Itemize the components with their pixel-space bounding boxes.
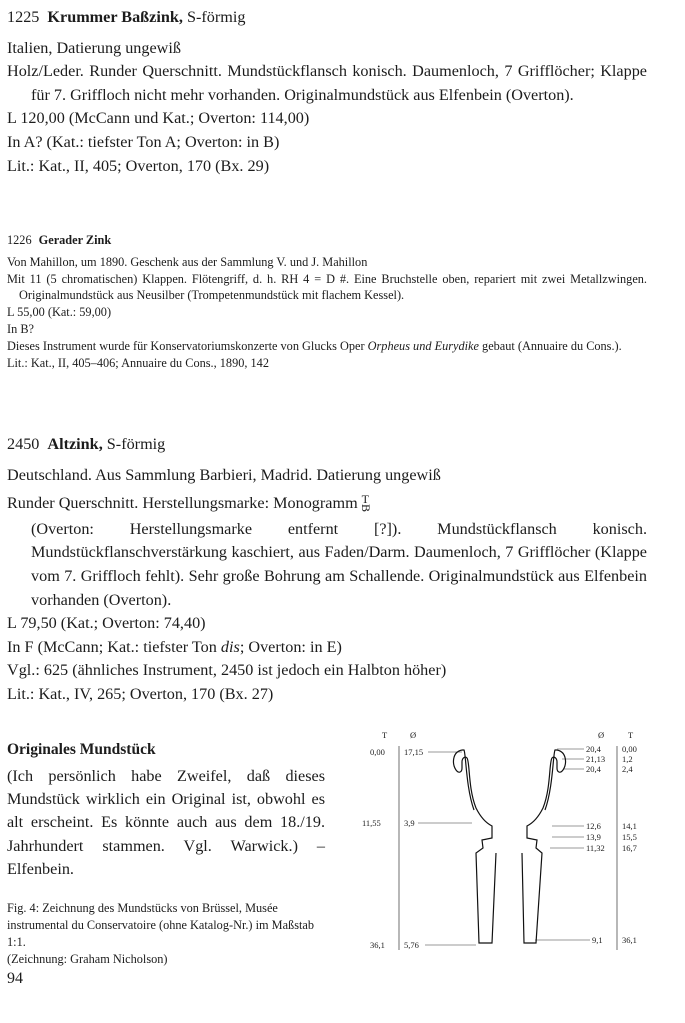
entry-origin: Deutschland. Aus Sammlung Barbieri, Madrid. Datierung ungewiß xyxy=(7,465,441,484)
entry-comparison: Vgl.: 625 (ähnliches Instrument, 2450 ist jedoch ein Halbton höher) xyxy=(7,661,447,680)
right-diam-2: 20,4 xyxy=(586,764,601,774)
right-diam-5: 11,32 xyxy=(586,843,605,853)
right-depth-1: 1,2 xyxy=(622,754,633,764)
entry-pitch xyxy=(7,636,647,660)
mouthpiece-section xyxy=(7,739,325,968)
right-depth-4: 15,5 xyxy=(622,832,637,842)
left-diam-1: 3,9 xyxy=(404,818,415,828)
entry-pitch: In A? (Kat.: tiefster Ton A; Overton: in B) xyxy=(7,132,280,151)
entry-pitch-note: dis xyxy=(220,637,240,656)
right-diam-6: 9,1 xyxy=(592,935,603,945)
entry-name: Krummer Baßzink, xyxy=(47,8,183,26)
entry-description: (Overton: Herstellungsmarke entfernt [?]). Mundstückflansch konisch. Mundstückflanschverstärkung kaschiert, aus Faden/Darm. Daumenloch, 7 Grifflöcher (Klappe vom 7. Griffloch fehlt). Sehr große Bohrung am Schallende. Originalmundstück aus Elfenbein vorhanden (Overton). xyxy=(31,519,647,609)
entry-note-text-end: gebaut (Annuaire du Cons.). xyxy=(478,338,622,353)
right-depth-5: 16,7 xyxy=(622,843,637,853)
monogram-top: T xyxy=(361,492,369,507)
entry-description: Mit 11 (5 chromatischen) Klappen. Flötengriff, d. h. RH 4 = D #. Eine Bruchstelle oben, repariert mit zwei Metallzwingen. Originalmundstück aus Neusilber (Trompetenmundstück mit flachem Kessel). xyxy=(7,271,647,303)
caption-credit: (Zeichnung: Graham Nicholson) xyxy=(7,952,168,967)
left-depth-header: T xyxy=(382,730,388,740)
entry-subtitle: S-förmig xyxy=(102,435,166,453)
mouthpiece-drawing xyxy=(352,728,657,968)
entry-literature: Lit.: Kat., IV, 265; Overton, 170 (Bx. 27) xyxy=(7,684,274,703)
entry-header xyxy=(7,232,647,249)
mouthpiece-text: (Ich persönlich habe Zweifel, daß dieses Mundstück wirklich ein Original ist, obwohl es alt erscheint. Es könnte auch aus dem 18./19. Jahrhundert stammen. Vgl. Warwick.) – Elfenbein. xyxy=(7,767,325,878)
right-diam-0: 20,4 xyxy=(586,744,601,754)
entry-length: L 79,50 (Kat.; Overton: 74,40) xyxy=(7,614,206,633)
entry-number: 1225 xyxy=(7,8,40,26)
right-diam-1: 21,13 xyxy=(586,754,606,764)
entry-name: Gerader Zink xyxy=(38,233,112,247)
entry-1226 xyxy=(7,232,647,371)
entry-origin: Von Mahillon, um 1890. Geschenk aus der Sammlung V. und J. Mahillon xyxy=(7,254,368,269)
entry-pitch-text-end: ; Overton: in E) xyxy=(239,637,342,656)
monogram-bottom: B xyxy=(358,504,373,513)
entry-number: 1226 xyxy=(7,233,32,247)
figure-caption xyxy=(7,900,325,968)
entry-name: Altzink, xyxy=(47,435,103,453)
mouthpiece-title: Originales Mundstück xyxy=(7,741,156,758)
entry-origin: Italien, Datierung ungewiß xyxy=(7,38,181,57)
entry-literature: Lit.: Kat., II, 405; Overton, 170 (Bx. 29) xyxy=(7,156,270,175)
right-depth-3: 14,1 xyxy=(622,821,637,831)
right-diam-3: 12,6 xyxy=(586,821,601,831)
entry-number: 2450 xyxy=(7,435,40,453)
entry-literature: Lit.: Kat., II, 405–406; Annuaire du Cons., 1890, 142 xyxy=(7,355,269,370)
entry-subtitle: S-förmig xyxy=(182,8,246,26)
left-depth-1: 11,55 xyxy=(362,818,381,828)
left-depth-0: 0,00 xyxy=(370,747,385,757)
mouthpiece-left-half xyxy=(454,750,496,943)
entry-pitch-text: In F (McCann; Kat.: tiefster Ton xyxy=(7,637,221,656)
caption-line: Fig. 4: Zeichnung des Mundstücks von Brüssel, Musée instrumental du Conservatoire (ohne Katalog-Nr.) im Maßstab 1:1. xyxy=(7,901,315,950)
entry-length: L 55,00 (Kat.: 59,00) xyxy=(7,305,112,320)
maker-mark-label: Runder Querschnitt. Herstellungsmarke: Monogramm xyxy=(7,494,358,513)
right-depth-0: 0,00 xyxy=(622,744,637,754)
left-depth-2: 36,1 xyxy=(370,940,385,950)
opera-title: Orpheus und Eurydike xyxy=(367,338,479,353)
right-diam-4: 13,9 xyxy=(586,832,601,842)
left-diam-0: 17,15 xyxy=(404,747,424,757)
left-diam-header: Ø xyxy=(410,730,417,740)
entry-description: Holz/Leder. Runder Querschnitt. Mundstückflansch konisch. Daumenloch, 7 Grifflöcher; Klappe für 7. Griffloch nicht mehr vorhanden. Originalmundstück aus Elfenbein (Overton). xyxy=(7,62,647,104)
entry-header xyxy=(7,6,647,30)
right-diam-header: Ø xyxy=(598,730,605,740)
entry-1225 xyxy=(7,6,647,178)
right-depth-2: 2,4 xyxy=(622,764,633,774)
entry-2450 xyxy=(7,433,647,707)
monogram-mark xyxy=(358,492,376,515)
entry-header xyxy=(7,433,647,457)
right-depth-header: T xyxy=(628,730,634,740)
page-number: 94 xyxy=(7,970,23,987)
right-depth-6: 36,1 xyxy=(622,935,637,945)
mouthpiece-right-half xyxy=(522,750,565,943)
entry-maker-mark xyxy=(7,492,647,516)
left-diam-2: 5,76 xyxy=(404,940,419,950)
entry-pitch: In B? xyxy=(7,321,34,336)
entry-note-text: Dieses Instrument wurde für Konservatoriumskonzerte von Glucks Oper xyxy=(7,338,368,353)
entry-note xyxy=(7,338,647,355)
entry-length: L 120,00 (McCann und Kat.; Overton: 114,00) xyxy=(7,109,310,128)
